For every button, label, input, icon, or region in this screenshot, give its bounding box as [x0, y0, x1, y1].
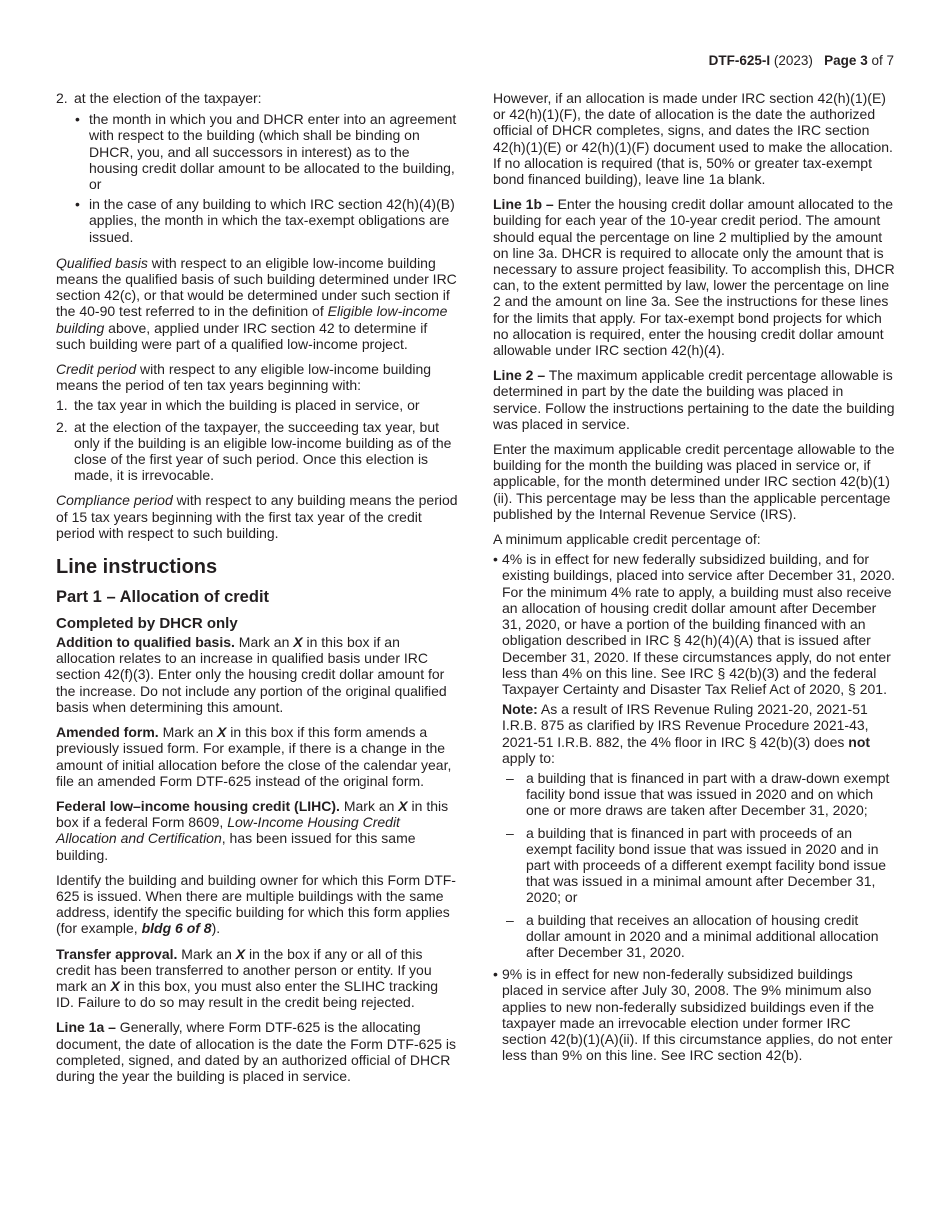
bullet-item [493, 966, 895, 1063]
text: , has been issued for this same building. [56, 830, 416, 863]
bullet-text: 9% is in effect for new non-federally subsidized buildings placed in service after July 30, 2008. The 9% minimum also applies to new non-federally subsidized buildings even if the taxpayer made an irrevocable election under former IRC section 42(b)(1)(A)(ii). If this circumstance applies, do not enter less than 9% on this line. See IRC section 42(b). [502, 966, 893, 1064]
line-1a-paragraph [56, 1019, 458, 1084]
list-item [56, 90, 458, 106]
line-1b-paragraph [493, 196, 895, 358]
dash-item [493, 912, 895, 961]
bullet-icon: • [493, 551, 498, 568]
text: Enter the housing credit dollar amount allocated to the building for each year of the 10-year credit period. The amount should equal the percentage on line 2 multiplied by the amount on line 3a. DHCR is required to allocate only the amount that is necessary to assure project feasibility. To accomplish this, DHCR can, to the extent permitted by law, lower the percentage on line 2 and the amount on line 3a. See the instructions for these lines for the limits that apply. For tax-exempt bond projects for which no allocation is required, enter the housing credit dollar amount allowable under IRC section 42(h)(4). [493, 196, 895, 359]
example: bldg 6 of 8 [141, 920, 212, 937]
bullet-icon: • [493, 966, 498, 983]
text: in the box if any or all of this credit has been transferred to another person or entity. If you mark an [56, 945, 432, 994]
label: Line 1a – [56, 1019, 116, 1036]
form-id: DTF-625-I [708, 53, 771, 68]
text: Mark an [339, 797, 399, 814]
part-heading: Part 1 – Allocation of credit [56, 588, 270, 607]
max-percentage-paragraph: Enter the maximum applicable credit percentage allowable to the building for the month the building was placed in service or, if applicable, for the month determined under IRC section 42(b)(1)(ii). This percentage may be less than the applicable percentage published by the Internal Revenue Service (IRS). [493, 441, 895, 522]
identify-building-paragraph [56, 872, 458, 937]
item-text: at the election of the taxpayer, the succeeding tax year, but only if the building is an eligible low-income building as of the close of the first year of such period. Once this election is made, it is irrevocable. [74, 418, 452, 484]
text: in this box, you must also enter the SLIHC tracking ID. Failure to do so may result in the credit being rejected. [56, 977, 439, 1011]
text: Mark an [177, 945, 236, 962]
section-heading: Line instructions [56, 556, 218, 579]
text: The maximum applicable credit percentage allowable is determined in part by the date the building was placed in service. Follow the instructions pertaining to the date the building was placed in service. [493, 367, 895, 432]
term: Qualified basis [56, 254, 148, 271]
dash-text: a building that is financed in part with proceeds of an exempt facility bond issue that was issued in 2020 and in part with proceeds of a different exempt facility bond issue that was issued in a minimal amount after December 31, 2020; or [526, 824, 887, 906]
page-total: of 7 [871, 53, 894, 68]
term: Compliance period [56, 492, 173, 509]
line-2-paragraph [493, 367, 895, 432]
note-paragraph [493, 701, 895, 766]
label: Transfer approval. [56, 945, 178, 962]
text: Generally, where Form DTF-625 is the allocating document, the date of allocation is the date the Form DTF-625 is completed, signed, and dated by an authorized official of DHCR during the year the building is placed in service. [56, 1019, 456, 1084]
list-item [56, 397, 458, 413]
text: Mark an [234, 634, 294, 651]
x-mark: X [217, 724, 227, 741]
bullet-item [56, 111, 458, 192]
item-number: 1. [56, 397, 68, 414]
addition-to-qualified-basis-paragraph [56, 634, 458, 715]
item-text: the tax year in which the building is placed in service, or [74, 397, 420, 414]
bullet-item [493, 551, 895, 697]
text: in this box if a federal Form 8609, [56, 797, 449, 831]
dash-text: a building that receives an allocation of housing credit dollar amount in 2020 and a minimal additional allocation after December 31, 2020. [526, 911, 879, 960]
bullet-icon: • [75, 111, 80, 128]
page-header [709, 53, 894, 69]
bullet-text: 4% is in effect for new federally subsidized building, and for existing buildings, placed into service after December 31, 2020. For the minimum 4% rate to apply, a building must also receive an allocation of housing credit dollar amount after December 31, 2020, or have a portion of the building financed with an obligation described in IRC § 42(h)(4)(A) that is issued after December 31, 2020. If these circumstances apply, do not enter less than 4% on this line. See IRC § 42(b)(3) and the federal Taxpayer Certainty and Disaster Tax Relief Act of 2020, § 201. [502, 551, 895, 697]
text: apply to: [502, 749, 555, 766]
term: Eligible low-income building [56, 303, 448, 336]
dash-text: a building that is financed in part with a draw-down exempt facility bond issue that was issued in 2020 and on which one or more draws are taken after December 31, 2020; [526, 769, 890, 819]
text: in this box if an allocation relates to an increase in qualified basis under IRC section 42(f)(3). Enter only the housing credit dollar amount for the increase. Do not include any portion of the original qualified basis when determining this amount. [56, 634, 447, 715]
item-number: 2. [56, 418, 68, 435]
left-column [56, 90, 458, 1093]
text: Mark an [158, 724, 218, 741]
bullet-item [56, 196, 458, 245]
label: Note: [502, 701, 538, 718]
bullet-text: the month in which you and DHCR enter into an agreement with respect to the building (which shall be binding on DHCR, you, and all successors in interest) as to the housing credit dollar amount to be allocated to the building, or [89, 111, 457, 193]
min-percentage-intro: A minimum applicable credit percentage of: [493, 531, 761, 548]
text: with respect to any building means the period of 15 tax years beginning with the first tax year of the credit period with respect to such building. [56, 492, 458, 541]
label: Line 1b – [493, 196, 554, 213]
amended-form-paragraph [56, 724, 458, 789]
text: with respect to an eligible low-income building means the qualified basis of such building determined under IRC section 42(c), or that would be determined under such section if the 40-90 test referred to in the definition of [56, 254, 457, 320]
form-title: Low-Income Housing Credit Allocation and Certification [56, 814, 400, 847]
bullet-text: in the case of any building to which IRC section 42(h)(4)(B) applies, the month in which the tax-exempt obligations are issued. [89, 196, 455, 245]
dash-item [493, 825, 895, 906]
emphasis: not [848, 733, 871, 750]
text: ). [211, 920, 221, 937]
bullet-icon: • [75, 196, 80, 213]
dash-icon: – [506, 824, 514, 841]
label: Federal low–income housing credit (LIHC). [56, 797, 340, 814]
item-text: at the election of the taxpayer: [74, 90, 262, 106]
compliance-period-paragraph [56, 492, 458, 541]
term: Credit period [56, 361, 137, 378]
label: Addition to qualified basis. [56, 634, 235, 651]
x-mark: X [293, 634, 303, 651]
text: with respect to any eligible low-income building means the period of ten tax years beginning with: [56, 361, 432, 394]
dash-icon: – [506, 911, 514, 928]
dash-item [493, 770, 895, 819]
subsection-heading: Completed by DHCR only [56, 615, 238, 633]
qualified-basis-paragraph [56, 255, 458, 352]
line-1a-continued-paragraph: However, if an allocation is made under IRC section 42(h)(1)(E) or 42(h)(1)(F), the date of allocation is the date the authorized official of DHCR completes, signs, and dates the IRC section 42(h)(1)(E) or 42(h)(1)(F) document used to make the allocation. If no allocation is required (that is, 50% or greater tax-exempt bond financed building), leave line 1a blank. [493, 90, 893, 188]
item-number: 2. [56, 90, 68, 106]
list-item [56, 419, 458, 484]
text: As a result of IRS Revenue Ruling 2021-20, 2021-51 I.R.B. 875 as clarified by IRS Revenue Procedure 2021-43, 2021-51 I.R.B. 882, the 4% floor in IRC § 42(b)(3) does [502, 701, 869, 750]
transfer-approval-paragraph [56, 946, 458, 1011]
form-year: (2023) [773, 53, 813, 68]
credit-period-paragraph [56, 361, 458, 393]
text: in this box if this form amends a previously issued form. For example, if there is a change in the amount of initial allocation before the close of the calendar year, file an amended Form DTF-625 instead of the original form. [56, 724, 452, 789]
page-label: Page 3 [824, 53, 868, 68]
x-mark: X [398, 797, 408, 814]
text: Identify the building and building owner for which this Form DTF-625 is issued. When there are multiple buildings with the same address, identify the specific building for which this form applies (for example, [56, 871, 456, 937]
right-column [493, 90, 895, 1067]
x-mark: X [235, 945, 246, 962]
dash-icon: – [506, 769, 514, 786]
label: Line 2 – [493, 367, 546, 384]
federal-lihc-paragraph [56, 798, 458, 863]
x-mark: X [110, 977, 120, 994]
label: Amended form. [56, 724, 159, 741]
text: above, applied under IRC section 42 to determine if such building were part of a qualified low-income project. [56, 319, 428, 352]
